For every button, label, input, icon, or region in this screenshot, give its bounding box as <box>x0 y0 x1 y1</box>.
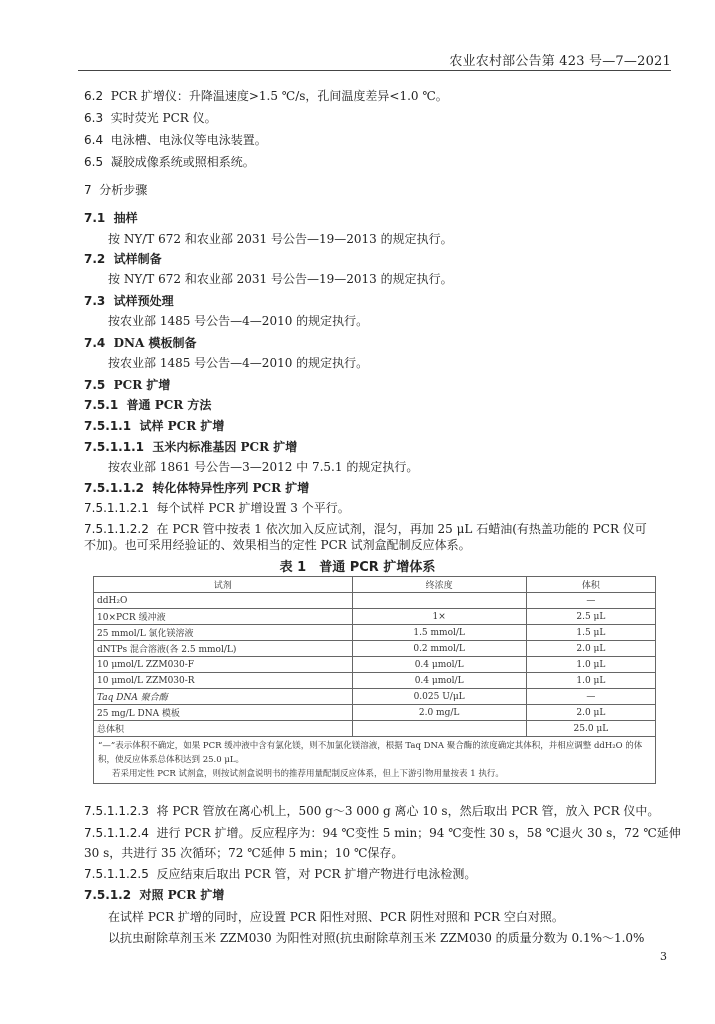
table-cell: 1× <box>352 609 526 625</box>
table-cell: 1.5 μL <box>526 625 655 641</box>
clause-7-1: 7.1 抽样 <box>84 211 138 225</box>
table-header-row <box>94 577 656 593</box>
clause-7-3: 7.3 试样预处理 <box>84 294 174 308</box>
table-cell: 1.0 μL <box>526 673 655 689</box>
clause-7-5-1-1-2-5: 7.5.1.1.2.5 反应结束后取出 PCR 管，对 PCR 扩增产物进行电泳检测。 <box>84 867 477 881</box>
table-row <box>94 673 656 689</box>
table-row <box>94 641 656 657</box>
table-cell: 总体积 <box>94 721 353 737</box>
table-row-total <box>94 721 656 737</box>
clause-6-4: 6.4 电泳槽、电泳仪等电泳装置。 <box>84 133 267 147</box>
header-rule <box>78 70 671 71</box>
clause-7-5-1-2-body-2: 以抗虫耐除草剂玉米 ZZM030 为阳性对照(抗虫耐除草剂玉米 ZZM030 的质量分数为 0.1%～1.0% <box>108 931 645 945</box>
table-header: 体积 <box>526 577 655 593</box>
table-row <box>94 657 656 673</box>
table-row <box>94 625 656 641</box>
table-cell: 25 mmol/L 氯化镁溶液 <box>94 625 353 641</box>
clause-7-5-1-1-2-1: 7.5.1.1.2.1 每个试样 PCR 扩增设置 3 个平行。 <box>84 501 350 515</box>
clause-7-5-1-1-2-4: 7.5.1.1.2.4 进行 PCR 扩增。反应程序为：94 ℃变性 5 min；94 ℃变性 30 s，58 ℃退火 30 s，72 ℃延伸 <box>84 826 681 840</box>
table-cell <box>352 721 526 737</box>
clause-6-2: 6.2 PCR 扩增仪：升降温速度>1.5 ℃/s，孔间温度差异<1.0 ℃。 <box>84 89 448 103</box>
table-cell <box>352 593 526 609</box>
clause-7-5-1-1-2-2-cont: 不加)。也可采用经验证的、效果相当的定性 PCR 试剂盒配制反应体系。 <box>84 538 471 552</box>
table-cell: 2.0 μL <box>526 705 655 721</box>
clause-7-2-body: 按 NY/T 672 和农业部 2031 号公告—19—2013 的规定执行。 <box>108 272 453 286</box>
clause-6-3: 6.3 实时荧光 PCR 仪。 <box>84 111 217 125</box>
clause-7-5: 7.5 PCR 扩增 <box>84 378 171 392</box>
clause-7-5-1-1-2-3: 7.5.1.1.2.3 将 PCR 管放在离心机上，500 g～3 000 g 离心 10 s，然后取出 PCR 管，放入 PCR 仪中。 <box>84 804 660 818</box>
table-note-2: 若采用定性 PCR 试剂盒，则按试剂盒说明书的推荐用量配制反应体系，但上下游引物用量按表 1 执行。 <box>112 769 504 779</box>
clause-7-5-1-1-2-2: 7.5.1.1.2.2 在 PCR 管中按表 1 依次加入反应试剂，混匀，再加 25 μL 石蜡油(有热盖功能的 PCR 仪可 <box>84 522 647 536</box>
table-cell: 1.5 mmol/L <box>352 625 526 641</box>
table-row <box>94 609 656 625</box>
table-cell: 10×PCR 缓冲液 <box>94 609 353 625</box>
clause-7-5-1-1-1-body: 按农业部 1861 号公告—3—2012 中 7.5.1 的规定执行。 <box>108 460 419 474</box>
clause-7-5-1-2: 7.5.1.2 对照 PCR 扩增 <box>84 888 225 902</box>
clause-7-4-body: 按农业部 1485 号公告—4—2010 的规定执行。 <box>108 356 369 370</box>
table-cell: 0.4 μmol/L <box>352 673 526 689</box>
table-note <box>94 737 656 784</box>
table-row <box>94 593 656 609</box>
table-cell: 2.0 mg/L <box>352 705 526 721</box>
clause-7-5-1-1-2: 7.5.1.1.2 转化体特异性序列 PCR 扩增 <box>84 481 310 495</box>
table-cell: 2.5 μL <box>526 609 655 625</box>
table-cell: 25 mg/L DNA 模板 <box>94 705 353 721</box>
table-cell: — <box>526 593 655 609</box>
table-cell: 10 μmol/L ZZM030-F <box>94 657 353 673</box>
table-note-1: “—”表示体积不确定，如果 PCR 缓冲液中含有氯化镁，则不加氯化镁溶液，根据 Taq DNA 聚合酶的浓度确定其体积，并相应调整 ddH₂O 的体积，使反应体系总体积达到 25.0 μL。 <box>98 741 643 765</box>
clause-7-2: 7.2 试样制备 <box>84 252 162 266</box>
table-cell: Taq DNA 聚合酶 <box>94 689 353 705</box>
clause-7-5-1-1-1: 7.5.1.1.1 玉米内标准基因 PCR 扩增 <box>84 440 298 454</box>
table-cell: 0.025 U/μL <box>352 689 526 705</box>
page-number: 3 <box>660 950 667 963</box>
table-cell: 0.2 mmol/L <box>352 641 526 657</box>
table-cell: — <box>526 689 655 705</box>
table-header: 终浓度 <box>352 577 526 593</box>
table-row <box>94 705 656 721</box>
table-caption: 表 1 普通 PCR 扩增体系 <box>279 560 436 575</box>
table-cell: 1.0 μL <box>526 657 655 673</box>
table-cell: 10 μmol/L ZZM030-R <box>94 673 353 689</box>
clause-7-5-1-1-2-4-cont: 30 s，共进行 35 次循环；72 ℃延伸 5 min；10 ℃保存。 <box>84 846 404 860</box>
table-header: 试剂 <box>94 577 353 593</box>
clause-7-3-body: 按农业部 1485 号公告—4—2010 的规定执行。 <box>108 314 369 328</box>
clause-7-5-1-2-body-1: 在试样 PCR 扩增的同时，应设置 PCR 阳性对照、PCR 阴性对照和 PCR 空白对照。 <box>108 910 564 924</box>
reaction-table <box>93 576 656 784</box>
table-note-row <box>94 737 656 784</box>
table-row <box>94 689 656 705</box>
clause-7-4: 7.4 DNA 模板制备 <box>84 336 197 350</box>
table-cell: 0.4 μmol/L <box>352 657 526 673</box>
clause-7-1-body: 按 NY/T 672 和农业部 2031 号公告—19—2013 的规定执行。 <box>108 232 453 246</box>
section-7-heading: 7 分析步骤 <box>84 183 148 197</box>
table-cell: 25.0 μL <box>526 721 655 737</box>
clause-7-5-1: 7.5.1 普通 PCR 方法 <box>84 398 212 412</box>
table-cell: 2.0 μL <box>526 641 655 657</box>
table-cell: dNTPs 混合溶液(各 2.5 mmol/L) <box>94 641 353 657</box>
table-cell: ddH₂O <box>94 593 353 609</box>
clause-7-5-1-1: 7.5.1.1 试样 PCR 扩增 <box>84 419 225 433</box>
clause-6-5: 6.5 凝胶成像系统或照相系统。 <box>84 155 255 169</box>
running-header: 农业农村部公告第 423 号—7—2021 <box>449 54 671 69</box>
